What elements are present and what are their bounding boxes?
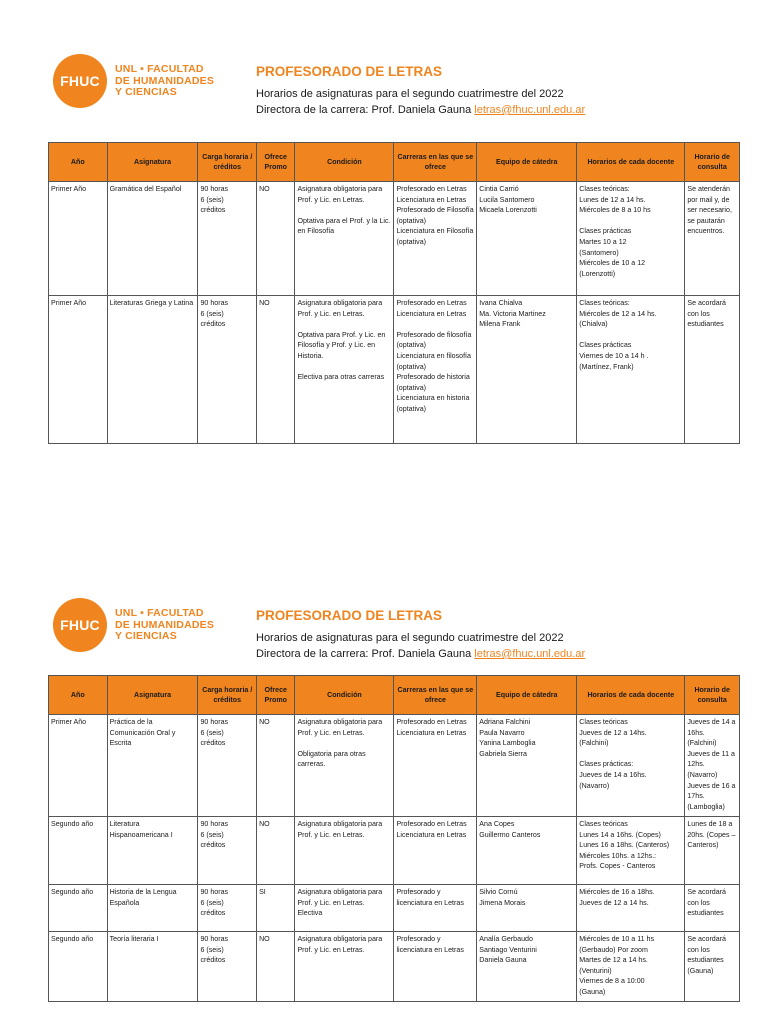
column-header: Asignatura	[107, 143, 198, 182]
column-header: Condición	[295, 143, 394, 182]
cell-asignatura: Literaturas Griega y Latina	[107, 296, 198, 444]
table-row	[49, 932, 740, 1002]
cell-carreras: Profesorado y licenciatura en Letras	[394, 885, 477, 932]
cell-carreras: Profesorado en Letras Licenciatura en Letras	[394, 715, 477, 817]
cell-anio: Primer Año	[49, 182, 108, 296]
column-header: Horario de consulta	[685, 143, 740, 182]
cell-equipo: Ivana Chialva Ma. Victoria Martinez Milena Frank	[477, 296, 577, 444]
cell-consulta: Se acordará con los estudiantes	[685, 296, 740, 444]
fhuc-logo	[53, 54, 107, 108]
cell-anio: Segundo año	[49, 817, 108, 885]
email-link[interactable]: letras@fhuc.unl.edu.ar	[474, 104, 586, 116]
email-link[interactable]: letras@fhuc.unl.edu.ar	[474, 648, 586, 660]
cell-equipo: Analía Gerbaudo Santiago Venturini Daniela Gauna	[477, 932, 577, 1002]
cell-consulta: Se acordará con los estudiantes (Gauna)	[685, 932, 740, 1002]
cell-condicion: Asignatura obligatoria para Prof. y Lic. en Letras. Obligatoria para otras carreras.	[295, 715, 394, 817]
column-header: Carreras en las que se ofrece	[394, 676, 477, 715]
table-row	[49, 817, 740, 885]
column-header: Horarios de cada docente	[577, 143, 685, 182]
cell-carga: 90 horas 6 (seis) créditos	[198, 715, 257, 817]
faculty-name	[115, 64, 214, 99]
page-subtitle	[256, 86, 585, 118]
column-header: Condición	[295, 676, 394, 715]
table-row	[49, 182, 740, 296]
cell-promo: NO	[257, 932, 295, 1002]
cell-horarios: Clases teóricas Jueves de 12 a 14hs. (Falchini) Clases prácticas: Jueves de 14 a 16hs. (Navarro)	[577, 715, 685, 817]
cell-anio: Segundo año	[49, 885, 108, 932]
cell-condicion: Asignatura obligatoria para Prof. y Lic. en Letras.	[295, 932, 394, 1002]
column-header: Ofrece Promo	[257, 676, 295, 715]
cell-consulta: Se acordará con los estudiantes	[685, 885, 740, 932]
fhuc-logo	[53, 598, 107, 652]
cell-condicion: Asignatura obligatoria para Prof. y Lic. en Letras. Optativa para el Prof. y la Lic. en Filosofía	[295, 182, 394, 296]
director-text: Directora de la carrera: Prof. Daniela Gauna	[256, 648, 475, 660]
cell-promo: NO	[257, 296, 295, 444]
cell-equipo: Ana Copes Guillermo Canteros	[477, 817, 577, 885]
cell-promo: SI	[257, 885, 295, 932]
column-header: Carga horaria / créditos	[198, 143, 257, 182]
cell-consulta: Lunes de 18 a 20hs. (Copes – Canteros)	[685, 817, 740, 885]
table-row	[49, 885, 740, 932]
faculty-name-line-3: Y CIENCIAS	[115, 86, 177, 98]
cell-carreras: Profesorado en Letras Licenciatura en Letras Profesorado de Filosofía (optativa) Licenciatura en Filosofía (optativa)	[394, 182, 477, 296]
cell-equipo: Adriana Falchini Paula Navarro Yanina Lamboglia Gabriela Sierra	[477, 715, 577, 817]
cell-carreras: Profesorado en Letras Licenciatura en Letras Profesorado de filosofía (optativa) Licenciatura en filosofía (optativa) Profesorado de historia (optativa) Licenciatura en historia (optativa)	[394, 296, 477, 444]
cell-horarios: Clases teóricas Lunes 14 a 16hs. (Copes) Lunes 16 a 18hs. (Canteros) Miércoles 10hs. a 12hs.: Profs. Copes - Canteros	[577, 817, 685, 885]
logo-mark-text: FHUC	[60, 73, 100, 89]
cell-asignatura: Historia de la Lengua Española	[107, 885, 198, 932]
column-header: Año	[49, 676, 108, 715]
cell-horarios: Miércoles de 16 a 18hs. Jueves de 12 a 14 hs.	[577, 885, 685, 932]
cell-condicion: Asignatura obligatoria para Prof. y Lic. en Letras. Optativa para Prof. y Lic. en Filosofía y Prof. y Lic. en Historia. Electiva para otras carreras	[295, 296, 394, 444]
table-header-row	[49, 143, 740, 182]
cell-equipo: Silvio Cornú Jimena Morais	[477, 885, 577, 932]
page-subtitle	[256, 630, 585, 662]
table-row	[49, 715, 740, 817]
cell-anio: Segundo año	[49, 932, 108, 1002]
cell-carga: 90 horas 6 (seis) créditos	[198, 296, 257, 444]
page-title: PROFESORADO DE LETRAS	[256, 608, 443, 623]
cell-carga: 90 horas 6 (seis) créditos	[198, 817, 257, 885]
cell-consulta: Jueves de 14 a 16hs. (Falchini) Jueves de 11 a 12hs. (Navarro) Jueves de 16 a 17hs. (Lamboglia)	[685, 715, 740, 817]
faculty-name-line-3: Y CIENCIAS	[115, 630, 177, 642]
cell-condicion: Asignatura obligatoria para Prof. y Lic. en Letras. Electiva	[295, 885, 394, 932]
table-header-row	[49, 676, 740, 715]
cell-horarios: Miércoles de 10 a 11 hs (Gerbaudo) Por zoom Martes de 12 a 14 hs. (Venturini) Viernes de 8 a 10:00 (Gauna)	[577, 932, 685, 1002]
cell-asignatura: Teoría literaria I	[107, 932, 198, 1002]
cell-horarios: Clases teóricas: Lunes de 12 a 14 hs. Miércoles de 8 a 10 hs Clases prácticas Martes 10 a 12 (Santomero) Miércoles de 10 a 12 (Lorenzotti)	[577, 182, 685, 296]
cell-asignatura: Gramática del Español	[107, 182, 198, 296]
table-row	[49, 296, 740, 444]
faculty-name	[115, 608, 214, 643]
cell-carga: 90 horas 6 (seis) créditos	[198, 932, 257, 1002]
faculty-name-line-1: UNL • FACULTAD	[115, 607, 204, 619]
page-title: PROFESORADO DE LETRAS	[256, 64, 443, 79]
cell-horarios: Clases teóricas: Miércoles de 12 a 14 hs. (Chialva) Clases prácticas Viernes de 10 a 14 h . (Martínez, Frank)	[577, 296, 685, 444]
schedule-table	[48, 142, 740, 444]
column-header: Año	[49, 143, 108, 182]
cell-carreras: Profesorado y licenciatura en Letras	[394, 932, 477, 1002]
cell-promo: NO	[257, 817, 295, 885]
column-header: Horarios de cada docente	[577, 676, 685, 715]
faculty-name-line-1: UNL • FACULTAD	[115, 63, 204, 75]
column-header: Equipo de cátedra	[477, 143, 577, 182]
cell-carga: 90 horas 6 (seis) créditos	[198, 885, 257, 932]
faculty-name-line-2: DE HUMANIDADES	[115, 618, 215, 631]
cell-promo: NO	[257, 182, 295, 296]
schedule-table	[48, 675, 740, 1002]
column-header: Equipo de cátedra	[477, 676, 577, 715]
subtitle-line: Horarios de asignaturas para el segundo cuatrimestre del 2022	[256, 632, 564, 644]
director-text: Directora de la carrera: Prof. Daniela Gauna	[256, 104, 475, 116]
cell-anio: Primer Año	[49, 296, 108, 444]
cell-asignatura: Literatura Hispanoamericana I	[107, 817, 198, 885]
column-header: Carga horaria / créditos	[198, 676, 257, 715]
director-line	[256, 646, 585, 662]
faculty-name-line-2: DE HUMANIDADES	[115, 74, 215, 87]
column-header: Carreras en las que se ofrece	[394, 143, 477, 182]
cell-anio: Primer Año	[49, 715, 108, 817]
director-line	[256, 102, 585, 118]
cell-asignatura: Práctica de la Comunicación Oral y Escrita	[107, 715, 198, 817]
cell-carreras: Profesorado en Letras Licenciatura en Letras	[394, 817, 477, 885]
cell-consulta: Se atenderán por mail y, de ser necesario, se pautarán encuentros.	[685, 182, 740, 296]
cell-condicion: Asignatura obligatoria para Prof. y Lic. en Letras.	[295, 817, 394, 885]
cell-carga: 90 horas 6 (seis) créditos	[198, 182, 257, 296]
cell-equipo: Cintia Carrió Lucila Santomero Micaela Lorenzotti	[477, 182, 577, 296]
logo-mark-text: FHUC	[60, 617, 100, 633]
subtitle-line: Horarios de asignaturas para el segundo cuatrimestre del 2022	[256, 88, 564, 100]
column-header: Asignatura	[107, 676, 198, 715]
cell-promo: NO	[257, 715, 295, 817]
column-header: Ofrece Promo	[257, 143, 295, 182]
column-header: Horario de consulta	[685, 676, 740, 715]
